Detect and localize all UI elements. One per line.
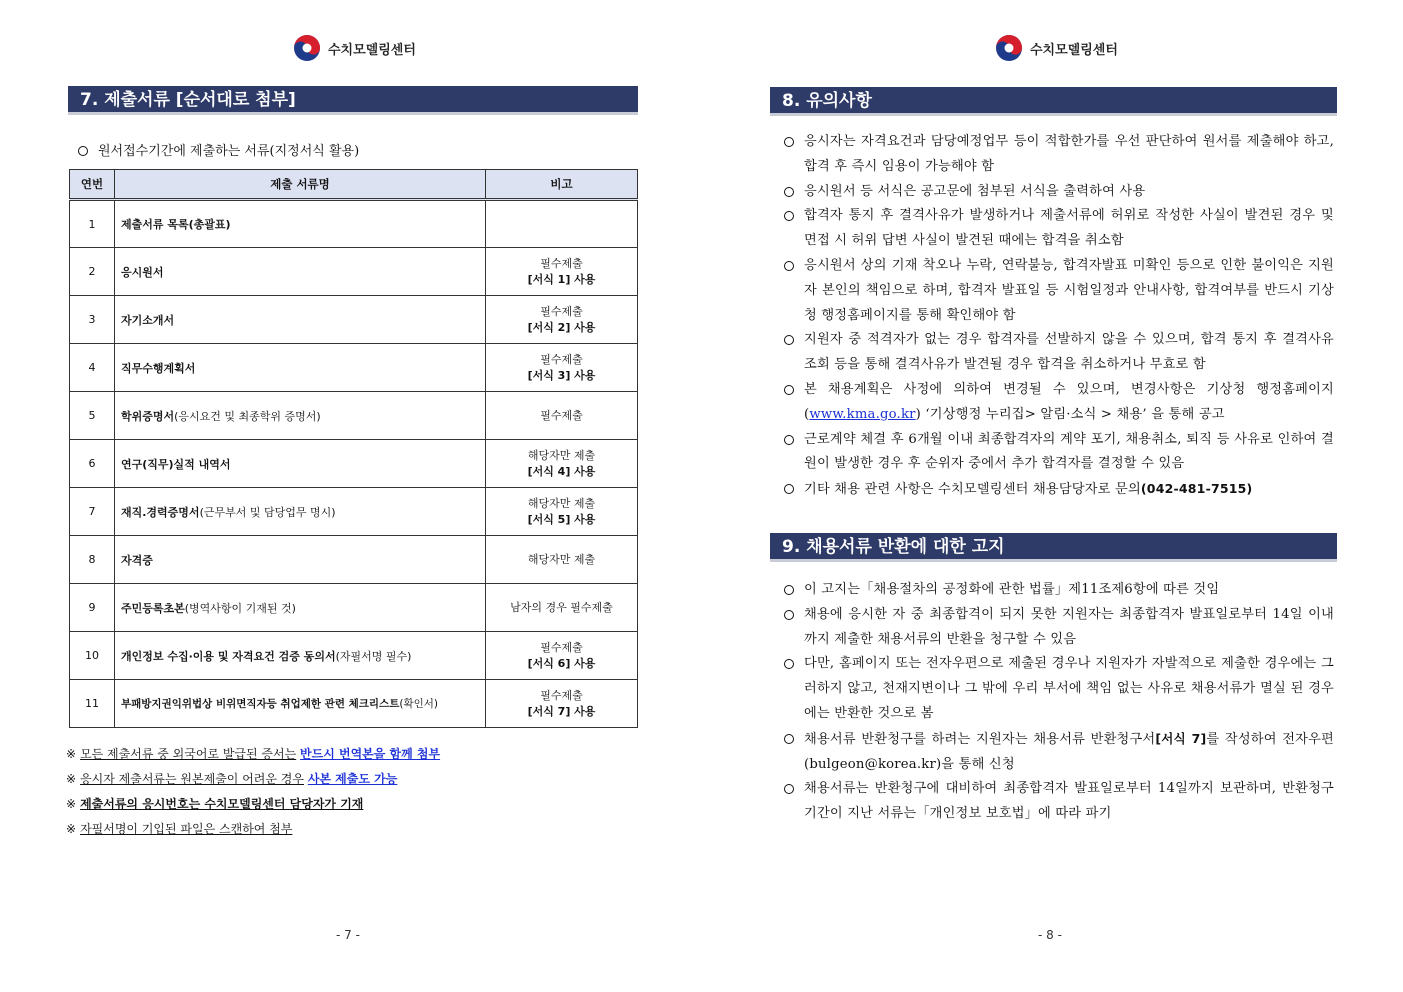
row-name	[115, 632, 486, 680]
taegeuk-logo-icon	[292, 33, 322, 63]
bullet-circle-icon	[784, 659, 794, 669]
list-item: 응시원서 상의 기재 착오나 누락, 연락불능, 합격자발표 미확인 등으로 인한 불이익은 지원자 본인의 책임으로 하며, 합격자 발표일 등 시험일정과 안내사항, 합격여부를 반드시 기상청 행정홈페이지를 통해 확인해야 함	[784, 254, 1334, 328]
table-row	[70, 344, 638, 392]
note-line-1: 필수제출	[540, 408, 583, 422]
section-8-list	[784, 130, 1334, 503]
row-num: 6	[70, 440, 115, 488]
section-8-title: 8. 유의사항	[770, 87, 1337, 116]
note-line-2: [서식 2] 사용	[527, 320, 596, 334]
row-name	[115, 248, 486, 296]
page-number: - 8 -	[1038, 928, 1062, 942]
row-name	[115, 344, 486, 392]
row-name	[115, 440, 486, 488]
row-note	[486, 440, 638, 488]
note-line-1: 필수제출	[540, 640, 583, 654]
table-row	[70, 584, 638, 632]
taegeuk-logo-icon	[994, 33, 1024, 63]
table-row	[70, 488, 638, 536]
row-name	[115, 584, 486, 632]
table-row	[70, 200, 638, 248]
row-num: 2	[70, 248, 115, 296]
row-note	[486, 584, 638, 632]
table-row	[70, 248, 638, 296]
row-name	[115, 536, 486, 584]
list-item: 근로계약 체결 후 6개월 이내 최종합격자의 계약 포기, 채용취소, 퇴직 등 사유로 인하여 결원이 발생한 경우 후 순위자 중에서 추가 합격자를 결정할 수 있음	[784, 428, 1334, 478]
row-num: 5	[70, 392, 115, 440]
list-item: 합격자 통지 후 결격사유가 발생하거나 제출서류에 허위로 작성한 사실이 발견된 경우 및 면접 시 허위 답변 사실이 발견된 때에는 합격을 취소함	[784, 204, 1334, 254]
list-item: 본 채용계획은 사정에 의하여 변경될 수 있으며, 변경사항은 기상청 행정홈페이지(www.kma.go.kr) ‘기상행정 누리집> 알림·소식 > 채용’ 을 통해 공고	[784, 378, 1334, 428]
kma-link[interactable]: www.kma.go.kr	[809, 406, 916, 422]
section-9-title: 9. 채용서류 반환에 대한 고지	[770, 533, 1337, 562]
note-line-1: 필수제출	[540, 304, 583, 318]
footnote-1: ※ 모든 제출서류 중 외국어로 발급된 증서는 반드시 번역본을 함께 첨부	[66, 747, 441, 761]
table-row	[70, 536, 638, 584]
header-note: 비고	[486, 170, 638, 200]
doc-name: 직무수행계획서	[121, 361, 196, 375]
section-7-title: 7. 제출서류 [순서대로 첨부]	[68, 86, 638, 115]
header-logo	[292, 33, 416, 63]
doc-name-sub: (근무부서 및 담당업무 명시)	[199, 505, 336, 519]
note-line-2: [서식 5] 사용	[527, 512, 596, 526]
note-line-1: 해당자만 제출	[527, 552, 596, 566]
note-line-2: [서식 3] 사용	[527, 368, 596, 382]
logo-text: 수치모델링센터	[1030, 42, 1118, 58]
row-name	[115, 392, 486, 440]
doc-name: 학위증명서	[121, 409, 175, 423]
row-note	[486, 632, 638, 680]
row-name	[115, 296, 486, 344]
intro-line	[78, 140, 359, 159]
row-num: 3	[70, 296, 115, 344]
doc-name: 개인정보 수집·이용 및 자격요건 검증 동의서	[121, 649, 336, 663]
note-line-2: [서식 7] 사용	[527, 704, 596, 718]
doc-name-sub: (자필서명 필수)	[335, 649, 412, 663]
row-name	[115, 488, 486, 536]
page-8	[702, 0, 1403, 992]
doc-name-sub: (확인서)	[399, 698, 438, 710]
row-note	[486, 344, 638, 392]
bullet-circle-icon	[784, 335, 794, 345]
doc-name: 주민등록초본	[121, 601, 185, 615]
bullet-circle-icon	[784, 211, 794, 221]
note-line-1: 남자의 경우 필수제출	[510, 600, 613, 614]
doc-name: 자격증	[121, 553, 153, 567]
bullet-circle-icon	[784, 585, 794, 595]
bullet-circle-icon	[78, 146, 88, 156]
row-note	[486, 248, 638, 296]
row-note	[486, 536, 638, 584]
documents-table	[69, 169, 638, 728]
row-num: 8	[70, 536, 115, 584]
row-num: 10	[70, 632, 115, 680]
bullet-circle-icon	[784, 734, 794, 744]
table-row	[70, 392, 638, 440]
list-item: 다만, 홈페이지 또는 전자우편으로 제출된 경우나 지원자가 자발적으로 제출한 경우에는 그러하지 않고, 천재지변이나 그 밖에 우리 부서에 책임 없는 사유로 채용서류가 멸실 된 경우에는 반환한 것으로 봄	[784, 652, 1334, 726]
contact-phone: (042-481-7515)	[1140, 481, 1253, 497]
list-item: 지원자 중 적격자가 없는 경우 합격자를 선발하지 않을 수 있으며, 합격 통지 후 결격사유 조회 등을 통해 결격사유가 발견될 경우 합격을 취소하거나 무효로 함	[784, 328, 1334, 378]
row-num: 9	[70, 584, 115, 632]
row-note	[486, 392, 638, 440]
row-num: 7	[70, 488, 115, 536]
doc-name: 응시원서	[121, 265, 164, 279]
list-item: 채용서류 반환청구를 하려는 지원자는 채용서류 반환청구서[서식 7]를 작성하여 전자우편(bulgeon@korea.kr)을 통해 신청	[784, 727, 1334, 778]
bullet-circle-icon	[784, 261, 794, 271]
page-7	[0, 0, 700, 992]
list-item: 기타 채용 관련 사항은 수치모델링센터 채용담당자로 문의(042-481-7515)	[784, 477, 1334, 503]
row-note	[486, 200, 638, 248]
note-line-2: [서식 1] 사용	[527, 272, 596, 286]
list-item: 채용서류는 반환청구에 대비하여 최종합격자 발표일로부터 14일까지 보관하며, 반환청구 기간이 지난 서류는「개인정보 보호법」에 따라 파기	[784, 777, 1334, 827]
note-line-1: 해당자만 제출	[527, 448, 596, 462]
bullet-circle-icon	[784, 610, 794, 620]
list-item: 응시자는 자격요건과 담당예정업무 등이 적합한가를 우선 판단하여 원서를 제출해야 하고, 합격 후 즉시 임용이 가능해야 함	[784, 130, 1334, 180]
page-number: - 7 -	[336, 928, 360, 942]
doc-name: 제출서류 목록(총괄표)	[121, 218, 231, 231]
doc-name: 연구(직무)실적 내역서	[121, 457, 231, 471]
row-num: 1	[70, 200, 115, 248]
footnotes	[66, 744, 440, 844]
bullet-circle-icon	[784, 435, 794, 445]
logo-text: 수치모델링센터	[328, 42, 416, 58]
intro-text: 원서접수기간에 제출하는 서류(지정서식 활용)	[98, 144, 360, 159]
row-note	[486, 680, 638, 728]
header-num: 연번	[70, 170, 115, 200]
list-item: 응시원서 등 서식은 공고문에 첨부된 서식을 출력하여 사용	[784, 180, 1334, 205]
doc-name-sub: (병역사항이 기재된 것)	[184, 601, 296, 615]
row-num: 4	[70, 344, 115, 392]
bullet-circle-icon	[784, 187, 794, 197]
table-header-row	[70, 170, 638, 200]
table-row	[70, 296, 638, 344]
bullet-circle-icon	[784, 385, 794, 395]
section-9-list	[784, 578, 1334, 827]
note-line-1: 필수제출	[540, 352, 583, 366]
note-line-1: 필수제출	[540, 256, 583, 270]
table-row	[70, 680, 638, 728]
bullet-circle-icon	[784, 784, 794, 794]
note-line-2: [서식 6] 사용	[527, 656, 596, 670]
row-name	[115, 680, 486, 728]
table-row	[70, 440, 638, 488]
doc-name: 부패방지권익위법상 비위면직자등 취업제한 관련 체크리스트	[121, 698, 400, 710]
doc-name: 재직.경력증명서	[121, 505, 200, 519]
note-line-1: 필수제출	[540, 688, 583, 702]
doc-name: 자기소개서	[121, 313, 175, 327]
list-item: 채용에 응시한 자 중 최종합격이 되지 못한 지원자는 최종합격자 발표일로부터 14일 이내까지 제출한 채용서류의 반환을 청구할 수 있음	[784, 603, 1334, 653]
footnote-3: ※ 제출서류의 응시번호는 수치모델링센터 담당자가 기재	[66, 797, 364, 811]
footnote-4: ※ 자필서명이 기입된 파일은 스캔하여 첨부	[66, 822, 293, 836]
row-note	[486, 488, 638, 536]
note-line-2: [서식 4] 사용	[527, 464, 596, 478]
footnote-2: ※ 응시자 제출서류는 원본제출이 어려운 경우 사본 제출도 가능	[66, 772, 398, 786]
bullet-circle-icon	[784, 137, 794, 147]
list-item: 이 고지는「채용절차의 공정화에 관한 법률」제11조제6항에 따른 것임	[784, 578, 1334, 603]
table-row	[70, 632, 638, 680]
row-note	[486, 296, 638, 344]
note-line-1: 해당자만 제출	[527, 496, 596, 510]
header-name: 제출 서류명	[115, 170, 486, 200]
row-num: 11	[70, 680, 115, 728]
bullet-circle-icon	[784, 484, 794, 494]
header-logo	[994, 33, 1118, 63]
doc-name-sub: (응시요건 및 최종학위 증명서)	[174, 409, 321, 423]
row-name	[115, 200, 486, 248]
